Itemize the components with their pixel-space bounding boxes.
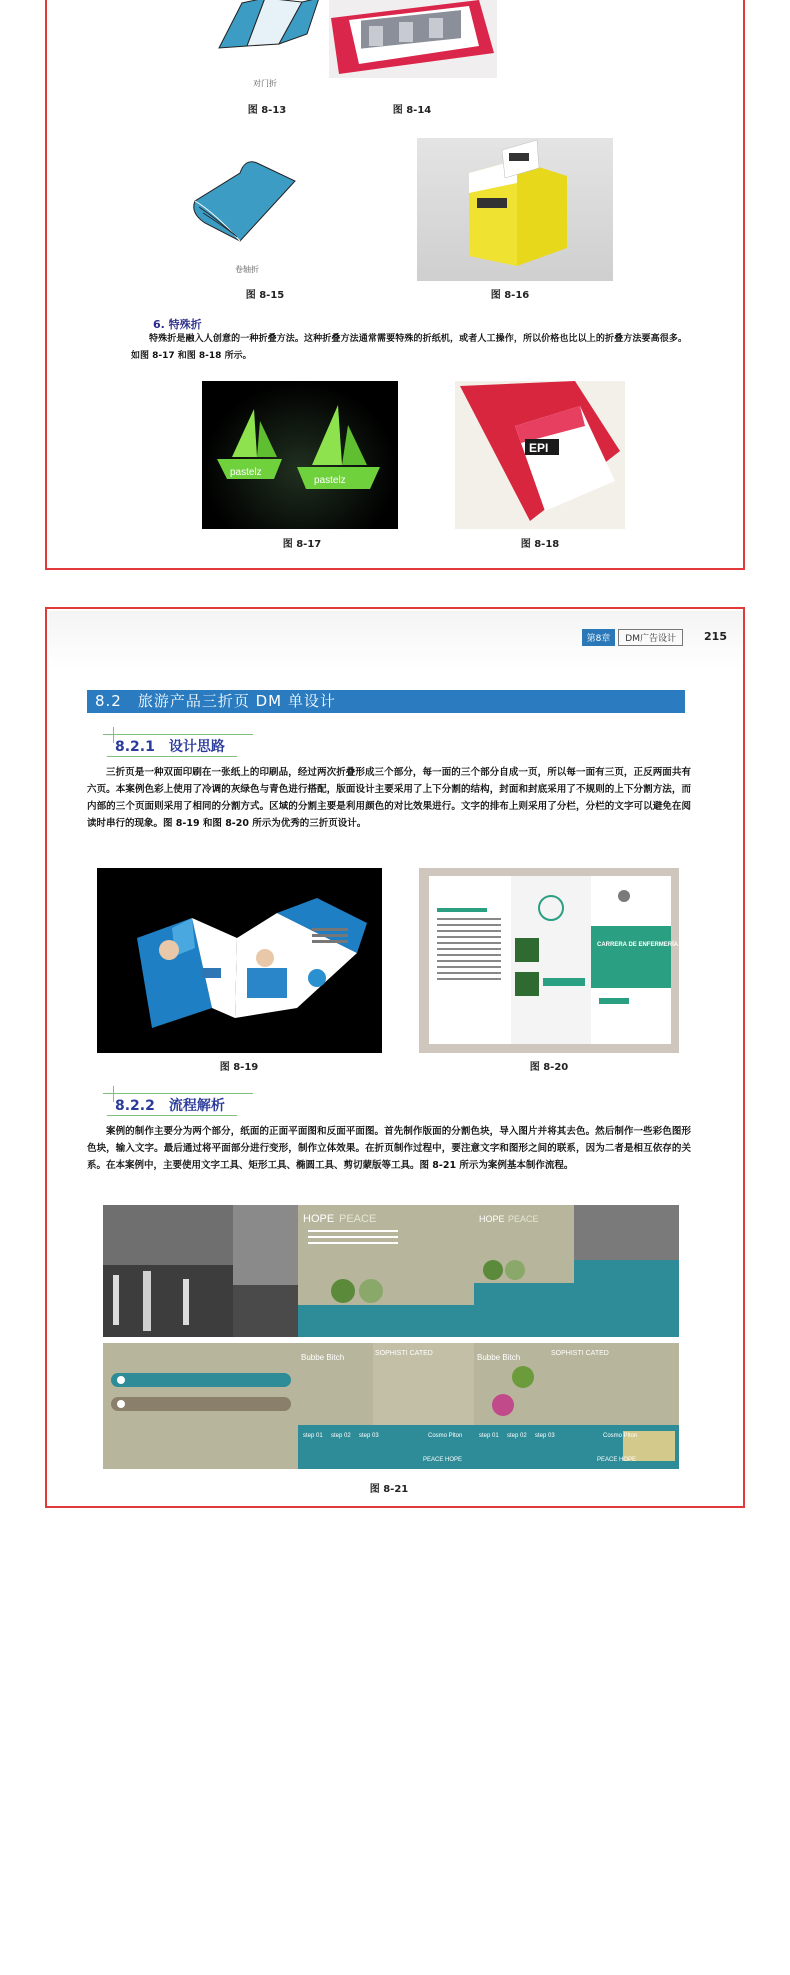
figure-8-13	[207, 0, 327, 78]
workflow-composite	[103, 1205, 679, 1469]
figure-8-18-caption: 图 8-18	[520, 539, 560, 550]
figure-8-16-caption: 图 8-16	[490, 290, 530, 301]
roll-fold-illustration	[185, 153, 305, 248]
fig21-peace-hope: PEACE HOPE	[423, 1457, 463, 1463]
special-fold-heading: 6. 特殊折	[153, 318, 202, 331]
figure-8-20-caption: 图 8-20	[529, 1062, 569, 1073]
figure-8-15-caption: 图 8-15	[245, 290, 285, 301]
fig21-hope-2: HOPE	[479, 1214, 505, 1224]
figure-8-19-caption: 图 8-19	[219, 1062, 259, 1073]
fig21-step2: step 02	[331, 1433, 351, 1439]
figure-8-21	[103, 1205, 679, 1469]
chapter-header	[582, 629, 683, 646]
figure-8-21-caption: 图 8-21	[369, 1484, 409, 1495]
red-brochure-photo	[455, 381, 625, 529]
book-page-upper	[45, 0, 745, 570]
brochure-text: EPI	[529, 441, 549, 455]
fig21-peace-2: PEACE	[508, 1214, 539, 1224]
page-number: 215	[704, 630, 727, 643]
boat-text-left: pastelz	[230, 467, 262, 478]
fig21-bubble-2: Bubbe Bitch	[477, 1353, 521, 1362]
fig21-cosmo: Cosmo Plton	[428, 1433, 463, 1439]
figure-8-13-caption: 图 8-13	[247, 105, 287, 116]
sub1-deco-h	[103, 734, 253, 735]
figure-8-14-caption: 图 8-14	[392, 105, 432, 116]
chapter-title: DM广告设计	[618, 629, 683, 646]
map-fold-photo	[329, 0, 497, 78]
figure-8-15-label: 卷轴折	[235, 265, 259, 274]
fig21-peace-hope-2: PEACE HOPE	[597, 1457, 637, 1463]
fig21-bubble: Bubbe Bitch	[301, 1353, 345, 1362]
chapter-label: 第8章	[582, 629, 616, 646]
sub2-paragraph: 案例的制作主要分为两个部分，纸面的正面平面图和反面平面图。首先制作版面的分割色块，导入图片并将其去色。然后制作一些彩色图形色块，输入文字。最后通过将平面部分进行变形，制作立体效果。在折页制作过程中，要注意文字和图形之间的联系，因为二者是相互依存的关系。在本案例中，主要使用文字工具、矩形工具、椭圆工具、剪切蒙版等工具。图 8-21 所示为案例基本制作流程。	[87, 1126, 691, 1171]
fig21-step1-2: step 01	[479, 1433, 499, 1439]
yellow-brochure-photo	[417, 138, 613, 281]
figure-8-17	[202, 381, 398, 529]
fig20-title: CARRERA DE ENFERMERÍA PROFESIONAL	[597, 942, 723, 948]
sub2-underline	[107, 1115, 237, 1116]
sub1-paragraph: 三折页是一种双面印刷在一张纸上的印刷品，经过两次折叠形成三个部分，每一面的三个部分自成一页，所以每一面有三页，正反两面共有六页。本案例色彩上使用了冷调的灰绿色与青色进行搭配，版面设计主要采用了上下分割的结构，封面和封底采用了不规则的上下分割方法，而内部的三个页面则采用了相同的分割方式。区域的分割主要是利用颜色的对比效果进行。文字的排布上则采用了分栏，分栏的文字可以避免在阅读时串行的现象。图 8-19 和图 8-20 所示为优秀的三折页设计。	[87, 767, 691, 829]
figure-8-15	[185, 153, 305, 248]
fig21-hope: HOPE	[303, 1213, 335, 1225]
figure-8-20	[419, 868, 723, 1053]
sub2-title: 8.2.2 流程解析	[115, 1098, 225, 1114]
sub1-underline	[107, 756, 237, 757]
fig21-sophisticated: SOPHISTI CATED	[375, 1350, 433, 1357]
figure-8-19	[97, 868, 382, 1053]
green-brochure-photo	[419, 868, 723, 1053]
fig21-peace: PEACE	[339, 1213, 377, 1225]
fig21-step2-2: step 02	[507, 1433, 527, 1439]
section-title-bar: 8.2 旅游产品三折页 DM 单设计	[87, 690, 685, 713]
fig21-cosmo-2: Cosmo Plton	[603, 1433, 638, 1439]
figure-8-16	[417, 138, 613, 281]
fig21-step3: step 03	[359, 1433, 379, 1439]
figure-8-17-caption: 图 8-17	[282, 539, 322, 550]
figure-8-13-label: 对门折	[253, 79, 277, 88]
book-page-lower	[45, 607, 745, 1508]
special-fold-paragraph: 特殊折是融入人创意的一种折叠方法。这种折叠方法通常需要特殊的折纸机，或者人工操作，所以价格也比以上的折叠方法要高很多。如图 8-17 和图 8-18 所示。	[131, 334, 687, 361]
blue-trifold-photo	[97, 868, 382, 1053]
sub2-deco-v	[113, 1086, 114, 1102]
fig21-step1: step 01	[303, 1433, 323, 1439]
sub2-deco-h	[103, 1093, 253, 1094]
fig21-step3-2: step 03	[535, 1433, 555, 1439]
door-fold-illustration	[207, 0, 327, 78]
boat-text-right: pastelz	[314, 475, 346, 486]
fig21-sophisticated-2: SOPHISTI CATED	[551, 1350, 609, 1357]
sub1-deco-v	[113, 727, 114, 743]
sub1-title: 8.2.1 设计思路	[115, 739, 225, 755]
paper-boat-photo	[202, 381, 398, 529]
figure-8-14	[329, 0, 497, 78]
figure-8-18	[455, 381, 625, 529]
